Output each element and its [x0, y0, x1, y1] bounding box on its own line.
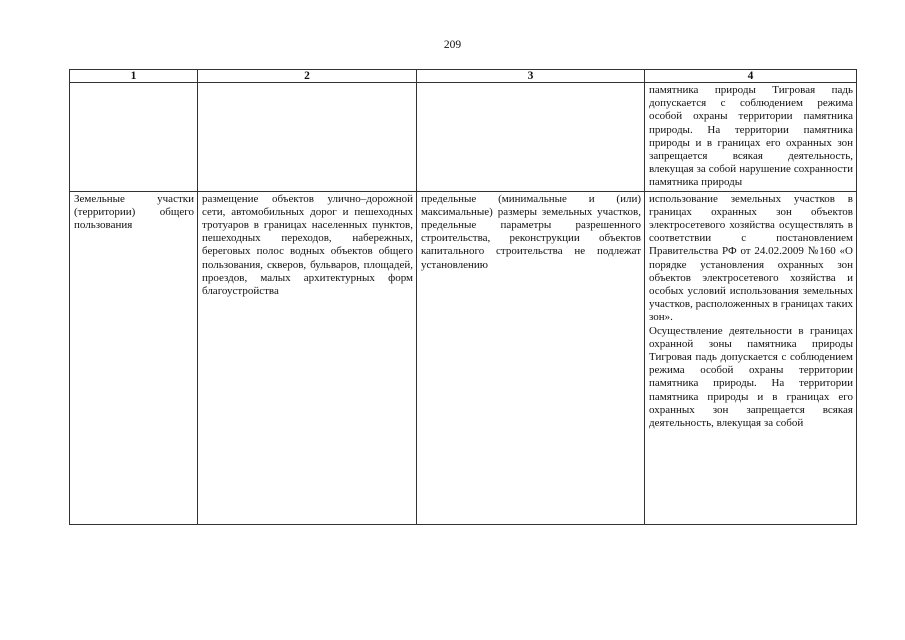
restrictions-paragraph: использование земельных участков в границах охранных зон объектов электросетевого хозяйства осуществлять в соответствии с постановлением Правительства РФ от 24.02.2009 №160 «О порядке установления охранных зон объектов электросетевого хозяйства и особых условий использования земельных участков, расположенных в границах таких зон». [649, 192, 853, 324]
column-header-4: 4 [645, 70, 857, 83]
column-header-2: 2 [198, 70, 417, 83]
column-header-1: 1 [70, 70, 198, 83]
table-cell-permitted-use [198, 83, 417, 192]
restrictions-paragraph: памятника природы Тигровая падь допускается с соблюдением режима особой охраны территории памятника природы. На территории памятника природы и в границах его охранных зон запрещается всякая деятельность, влекущая за собой нарушение сохранности памятника природы [649, 84, 853, 189]
regulations-table [69, 69, 857, 525]
table-cell-restrictions [645, 83, 857, 192]
table-row [70, 83, 857, 192]
table-row [70, 191, 857, 524]
table-cell-land-type [70, 83, 198, 192]
column-header-3: 3 [417, 70, 645, 83]
table-cell-permitted-use: размещение объектов улично–дорожной сети, автомобильных дорог и пешеходных тротуаров в границах населенных пунктов, пешеходных переходов, набережных, береговых полос водных объектов общего пользования, скверов, бульваров, площадей, проездов, малых архитектурных форм благоустройства [198, 191, 417, 524]
table-cell-parameters: предельные (минимальные и (или) максимальные) размеры земельных участков, предельные параметры разрешенного строительства, реконструкции объектов капитального строительства не подлежат установлению [417, 191, 645, 524]
table-cell-land-type: Земельные участки (территории) общего пользования [70, 191, 198, 524]
table-header-row [70, 70, 857, 83]
restrictions-paragraph: Осуществление деятельности в границах охранной зоны памятника природы Тигровая падь допускается с соблюдением режима особой охраны территории памятника природы. На территории памятника природы и в границах его охранных зон запрещается всякая деятельность, влекущая за собой [649, 324, 853, 430]
table-cell-restrictions [645, 191, 857, 524]
page-number: 209 [443, 39, 462, 51]
table-cell-parameters [417, 83, 645, 192]
